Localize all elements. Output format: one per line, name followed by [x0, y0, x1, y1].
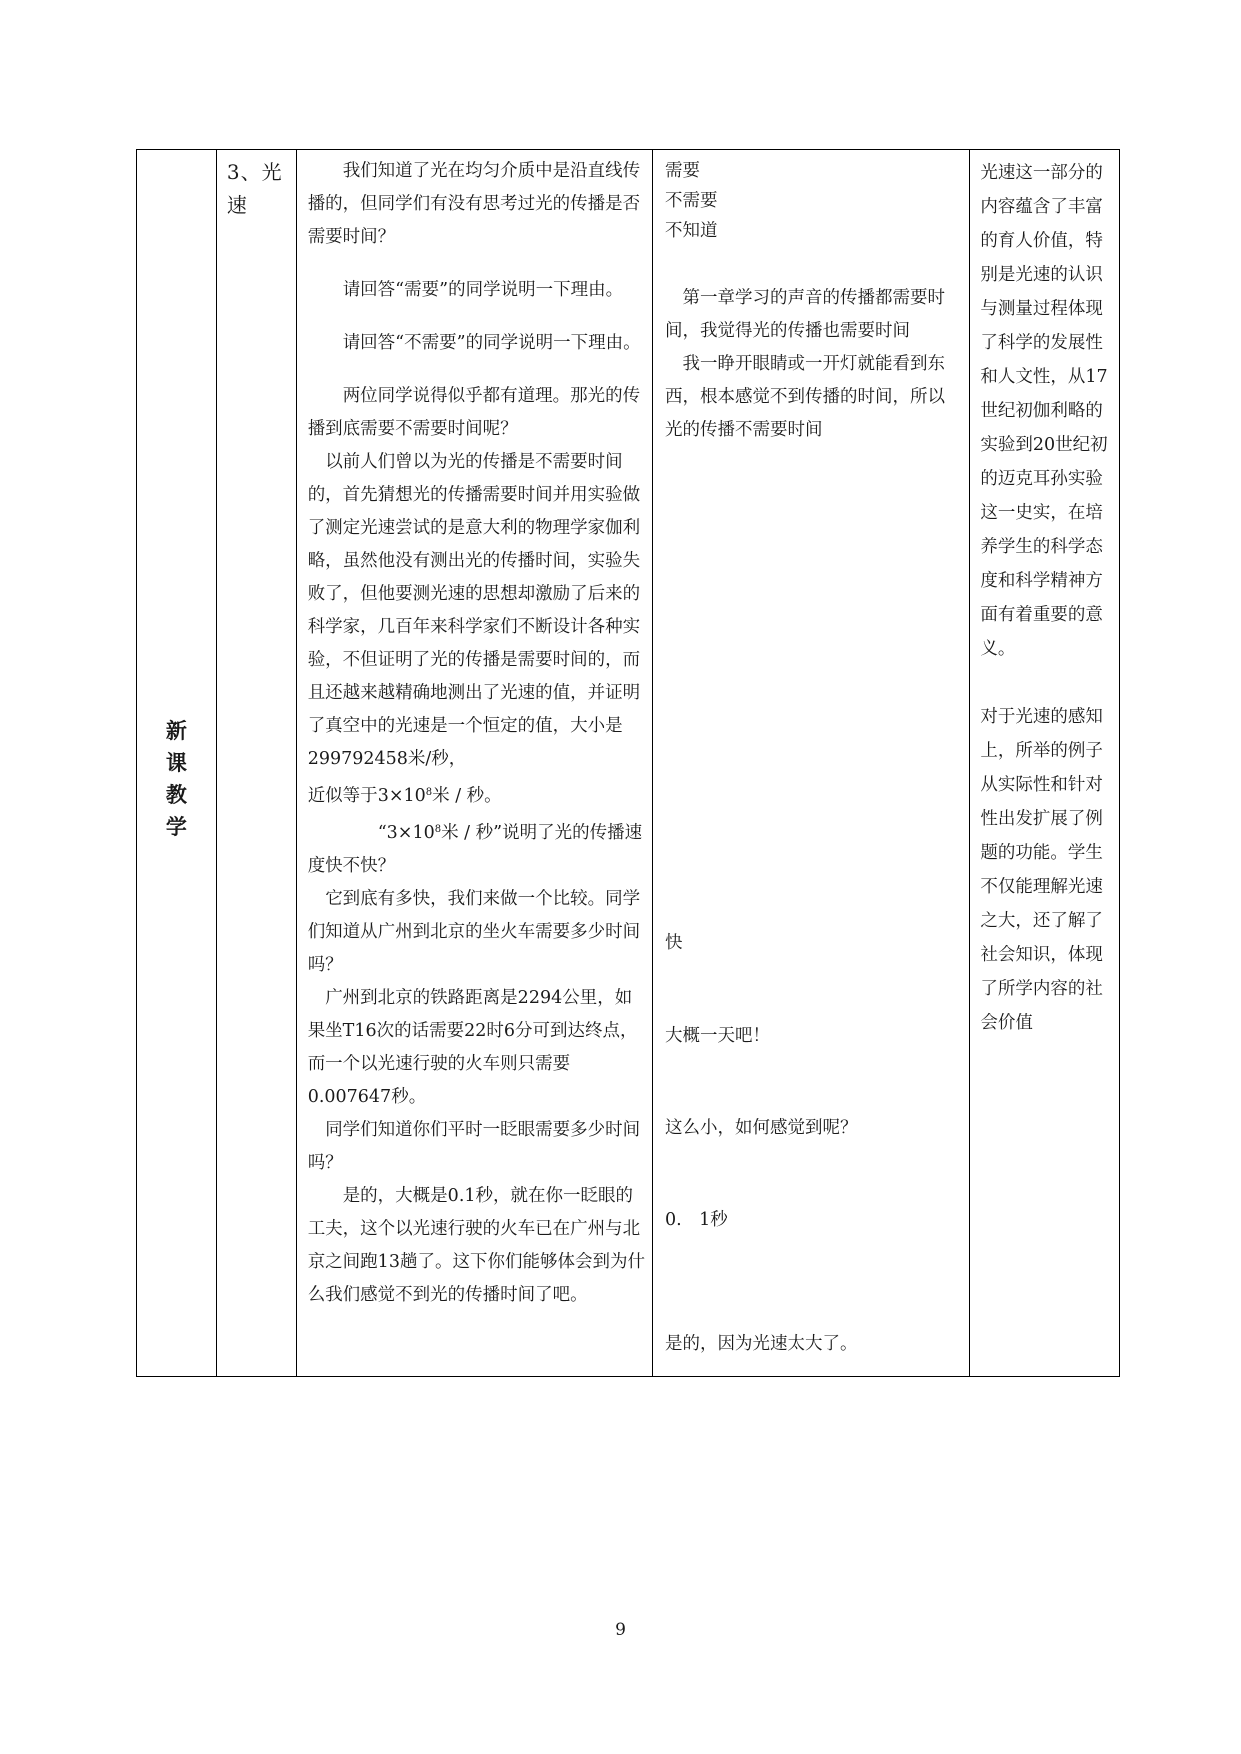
speed-question: 说明了光的传播速度快不快？ — [307, 823, 643, 876]
note-paragraph: 对于光速的感知上，所举的例子从实际性和针对性出发扩展了例题的功能。学生不仅能理解光速之大，还了解了社会知识，体现了所学内容的社会价值 — [980, 707, 1103, 1033]
lesson-table — [136, 149, 1120, 1377]
teacher-paragraph: 是的，大概是0.1秒，就在你一眨眼的工夫，这个以光速行驶的火车已在广州与北京之间跑13趟了。这下你们能够体会到为什么我们感觉不到光的传播时间了吧。 — [307, 1186, 645, 1305]
stage-char: 课 — [165, 751, 187, 775]
speed-unit: 米 / 秒 — [432, 786, 485, 806]
teacher-text — [297, 155, 652, 1312]
speed-base: 3×10 — [386, 823, 435, 843]
notes-column — [970, 150, 1119, 1376]
stage-char: 学 — [165, 815, 187, 839]
quote-close: ” — [493, 823, 503, 843]
speed-approx-label: 近似等于 — [307, 786, 378, 806]
student-conclusion: 是的，因为光速太大了。 — [664, 1334, 858, 1354]
student-answer-small: 这么小，如何感觉到呢？ — [664, 1118, 858, 1138]
period: 。 — [484, 786, 502, 806]
student-column — [653, 150, 970, 1376]
stage-char: 新 — [165, 719, 187, 743]
quote-open: “ — [377, 823, 387, 843]
stage-label — [137, 715, 216, 843]
stage-char: 教 — [165, 783, 187, 807]
student-reason-yes: 第一章学习的声音的传播都需要时间，我觉得光的传播也需要时间 — [664, 288, 945, 341]
student-answer-day: 大概一天吧！ — [664, 1026, 770, 1046]
student-option: 不知道 — [664, 221, 718, 241]
teacher-paragraph: 它到底有多快，我们来做一个比较。同学们知道从广州到北京的坐火车需要多少时间吗？ — [307, 889, 641, 975]
teacher-paragraph: 请回答“需要”的同学说明一下理由。 — [342, 280, 624, 300]
speed-base: 3×10 — [377, 786, 426, 806]
teacher-paragraph: 同学们知道你们平时一眨眼需要多少时间吗？ — [307, 1120, 641, 1173]
notes-text — [970, 156, 1119, 1040]
student-answer-blink: 0. 1秒 — [664, 1210, 728, 1230]
topic-title: 3、光速 — [226, 160, 283, 217]
student-option: 需要 — [664, 161, 700, 181]
teacher-paragraph: 广州到北京的铁路距离是2294公里，如果坐T16次的话需要22时6分可到达终点，而一个以光速行驶的火车则只需要0.007647秒。 — [307, 988, 638, 1107]
student-answer-fast: 快 — [664, 933, 683, 953]
teacher-paragraph: 两位同学说得似乎都有道理。那光的传播到底需要不需要时间呢？ — [307, 386, 641, 439]
teacher-paragraph: 以前人们曾以为光的传播是不需要时间的，首先猜想光的传播需要时间并用实验做了测定光速尝试的是意大利的物理学家伽利略，虽然他没有测出光的传播时间，实验失败了，但他要测光速的思想却激励了后来的科学家，几百年来科学家们不断设计各种实验，不但证明了光的传播是需要时间的，而且还越来越精确地测出了光速的值，并证明了真空中的光速是一个恒定的值，大小是299792458米/秒， — [307, 452, 641, 769]
student-option: 不需要 — [664, 191, 718, 211]
topic-column — [217, 150, 297, 1376]
teacher-paragraph — [308, 813, 646, 883]
speed-unit: 米 / 秒 — [441, 823, 494, 843]
speed-exponent: 8 — [425, 787, 433, 798]
note-paragraph: 光速这一部分的内容蕴含了丰富的育人价值，特别是光速的认识与测量过程体现了科学的发展性和人文性，从17世纪初伽利略的实验到20世纪初的迈克耳孙实验这一史实，在培养学生的科学态度和科学精神方面有着重要的意义。 — [980, 163, 1108, 659]
teacher-paragraph: 我们知道了光在均匀介质中是沿直线传播的，但同学们有没有思考过光的传播是否需要时间？ — [307, 161, 641, 247]
teacher-paragraph: 请回答“不需要”的同学说明一下理由。 — [342, 333, 641, 353]
stage-column — [137, 150, 217, 1376]
speed-exponent: 8 — [434, 824, 442, 835]
student-reason-no: 我一睁开眼睛或一开灯就能看到东西，根本感觉不到传播的时间，所以光的传播不需要时间 — [664, 354, 945, 440]
teacher-column — [297, 150, 653, 1376]
teacher-paragraph — [308, 776, 646, 813]
page-number: 9 — [615, 1620, 626, 1640]
